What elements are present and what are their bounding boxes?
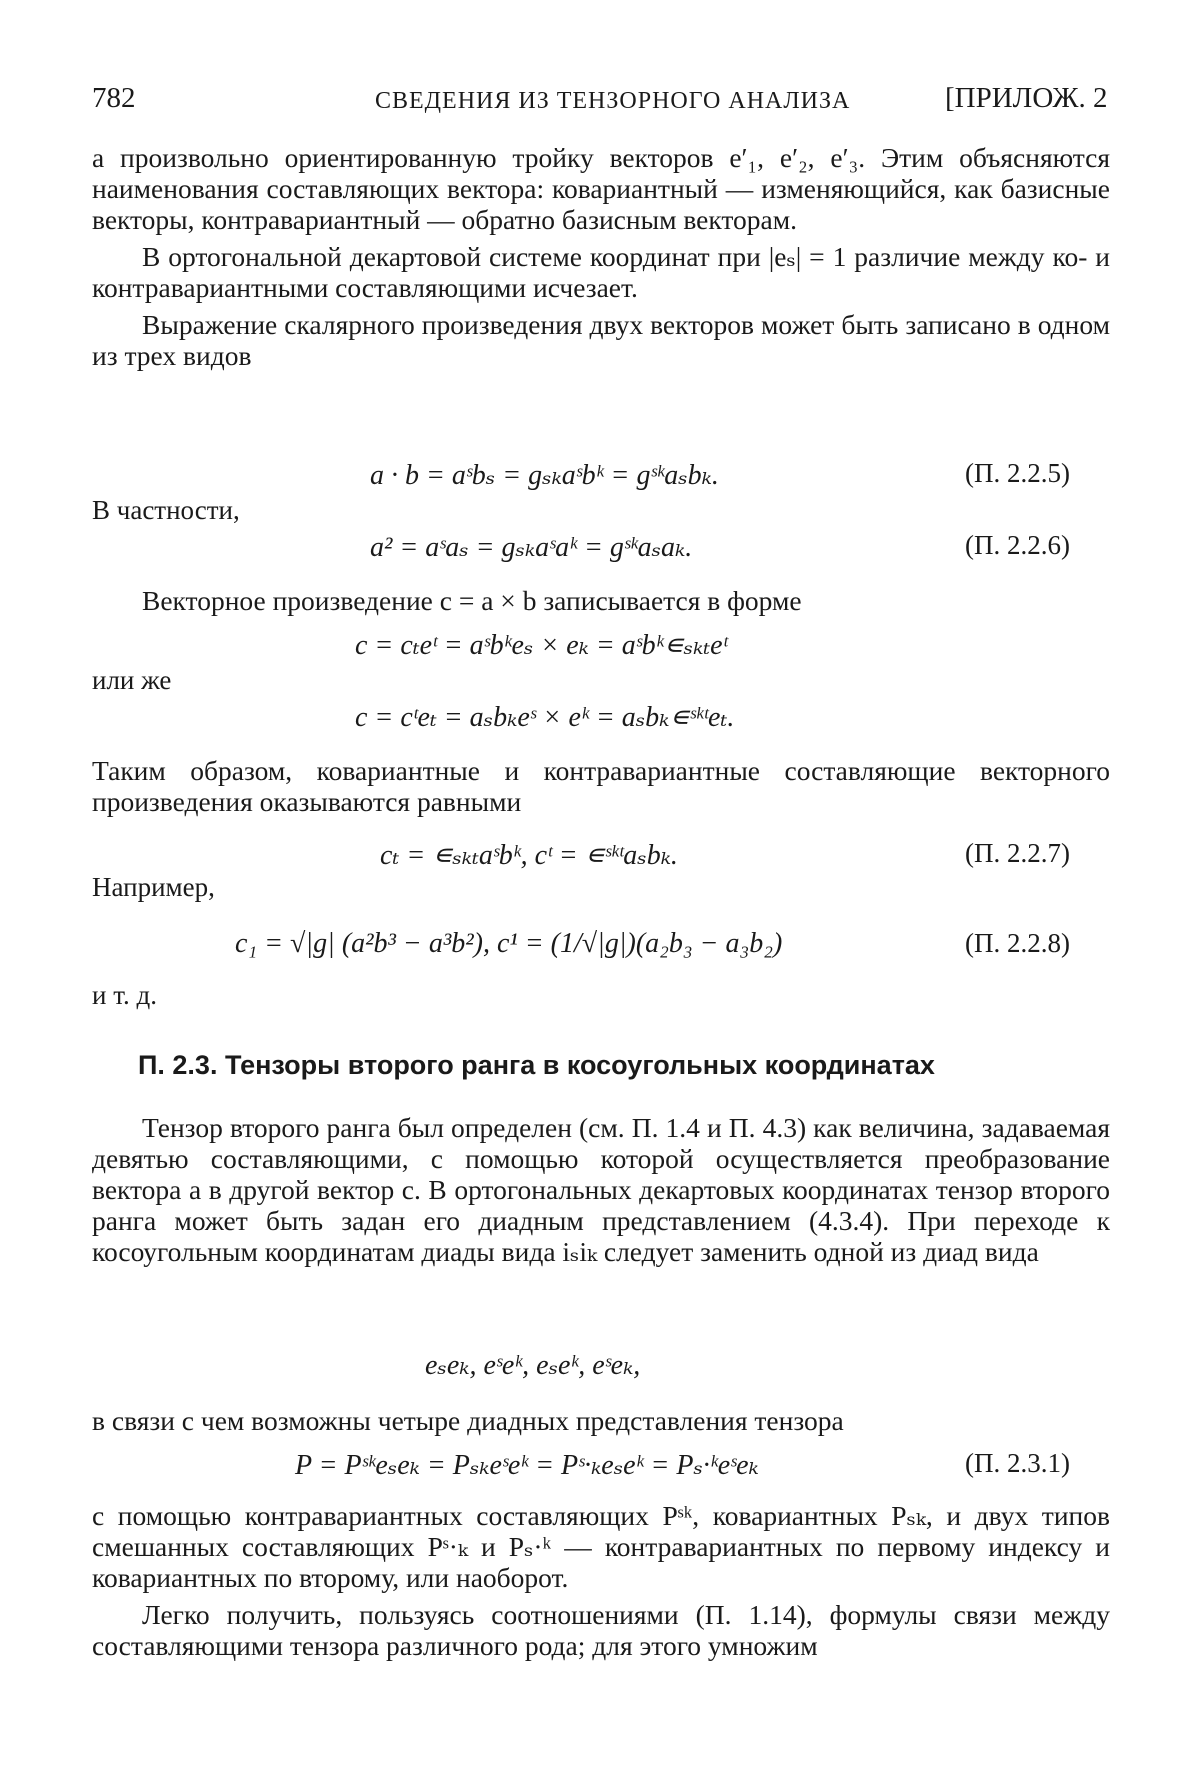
equation-number-2-2-8: (П. 2.2.8) <box>965 928 1070 958</box>
equation-2-2-6: a² = aˢaₛ = gₛₖaˢaᵏ = gˢᵏaₛaₖ. <box>370 532 693 563</box>
equation-2-2-7: cₜ = ∊ₛₖₜaˢbᵏ, cᵗ = ∊ˢᵏᵗaₛbₖ. <box>380 840 678 871</box>
equation-2-2-5: a · b = aˢbₛ = gₛₖaˢbᵏ = gˢᵏaₛbₖ. <box>370 460 719 491</box>
paragraph-6: Тензор второго ранга был определен (см. П. 1.4 и П. 4.3) как величина, задаваемая девятью составляющими, с помощью которой осуществляется преобразование вектора a в другой вектор c. В ортогональных декартовых координатах тензор второго ранга может быть задан его диадным представлением (4.3.4). При переходе к косоугольным координатам диады вида iₛiₖ следует заменить одной из диад вида <box>92 1112 1110 1267</box>
paragraph-4: Векторное произведение c = a × b записывается в форме <box>142 585 802 616</box>
section-heading: П. 2.3. Тензоры второго ранга в косоугольных координатах <box>138 1050 935 1080</box>
equation-number-2-2-5: (П. 2.2.5) <box>965 458 1070 488</box>
running-title: СВЕДЕНИЯ ИЗ ТЕНЗОРНОГО АНАЛИЗА <box>375 88 851 114</box>
paragraph-8: с помощью контравариантных составляющих Pˢᵏ, ковариантных Pₛₖ, и двух типов смешанных составляющих Pˢ·ₖ и Pₛ·ᵏ — контравариантных по первому индексу и ковариантных по второму, или наоборот. <box>92 1500 1110 1593</box>
text-block-3 <box>92 755 1110 823</box>
equation-2-3-1: P = Pˢᵏeₛeₖ = Pₛₖeˢeᵏ = Pˢ·ₖeₛeᵏ = Pₛ·ᵏeˢeₖ <box>295 1450 759 1481</box>
paragraph-7: в связи с чем возможны четыре диадных представления тензора <box>92 1405 844 1436</box>
equation-number-2-3-1: (П. 2.3.1) <box>965 1448 1070 1478</box>
label-etc: и т. д. <box>92 980 157 1010</box>
text-block-5 <box>92 1405 1110 1442</box>
paragraph-1: а произвольно ориентированную тройку векторов e′₁, e′₂, e′₃. Этим объясняются наименования составляющих вектора: ковариантный — изменяющийся, как базисные векторы, контравариантный — обратно базисным векторам. <box>92 142 1110 235</box>
equation-2-2-8: c₁ = √|g| (a²b³ − a³b²), c¹ = (1/√|g|)(a₂b₃ − a₃b₂) <box>235 928 783 959</box>
page-number: 782 <box>92 82 136 114</box>
text-block-2 <box>92 585 1110 622</box>
paragraph-9: Легко получить, пользуясь соотношениями (П. 1.14), формулы связи между составляющими тензора различного рода; для этого умножим <box>92 1599 1110 1661</box>
text-block-1 <box>92 142 1110 377</box>
paragraph-3: Выражение скалярного произведения двух векторов может быть записано в одном из трех видов <box>92 309 1110 371</box>
appendix-label: [ПРИЛОЖ. 2 <box>945 82 1108 114</box>
text-block-6 <box>92 1500 1110 1667</box>
text-block-4 <box>92 1112 1110 1273</box>
equation-dyads: eₛeₖ, eˢeᵏ, eₛeᵏ, eˢeₖ, <box>425 1350 641 1381</box>
label-or: или же <box>92 665 172 695</box>
equation-number-2-2-7: (П. 2.2.7) <box>965 838 1070 868</box>
equation-cross-product-1: c = cₜeᵗ = aˢbᵏeₛ × eₖ = aˢbᵏ∊ₛₖₜeᵗ <box>355 630 728 661</box>
paragraph-5: Таким образом, ковариантные и контравариантные составляющие векторного произведения оказываются равными <box>92 755 1110 817</box>
label-in-particular: В частности, <box>92 495 240 525</box>
equation-cross-product-2: c = cᵗeₜ = aₛbₖeˢ × eᵏ = aₛbₖ∊ˢᵏᵗeₜ. <box>355 702 735 733</box>
paragraph-2: В ортогональной декартовой системе координат при |eₛ| = 1 различие между ко- и контравариантными составляющими исчезает. <box>92 241 1110 303</box>
equation-number-2-2-6: (П. 2.2.6) <box>965 530 1070 560</box>
label-for-example: Например, <box>92 872 215 902</box>
